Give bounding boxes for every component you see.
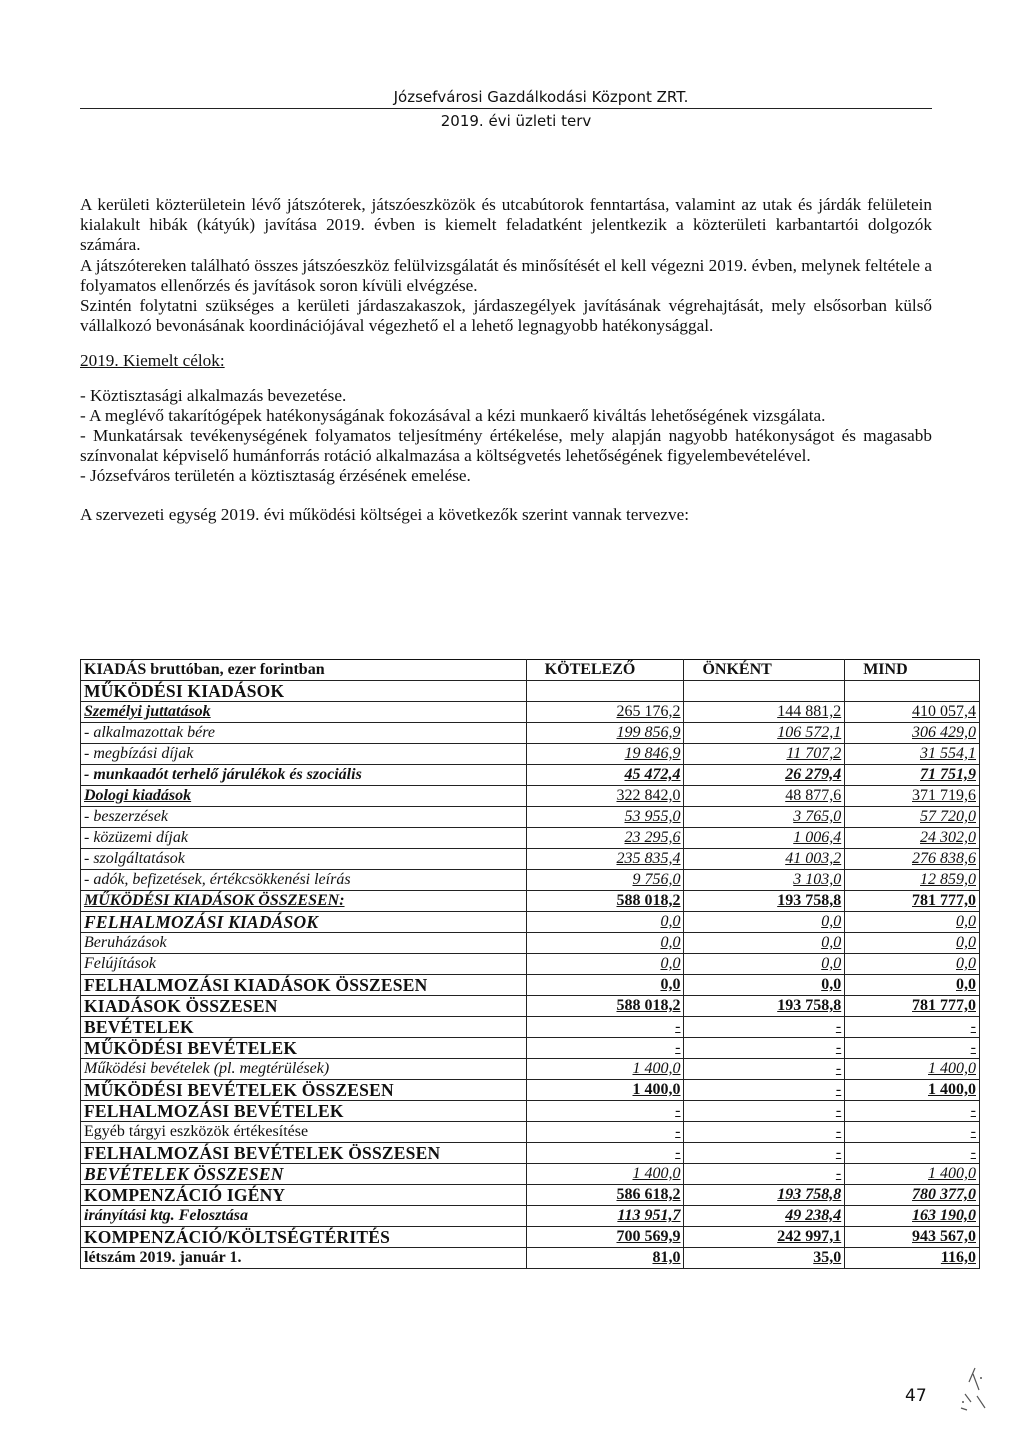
- cell-kotelezo: 45 472,4: [526, 765, 684, 786]
- cell-mind: 276 838,6: [845, 849, 980, 870]
- table-row: [81, 681, 980, 702]
- table-row: [81, 975, 980, 996]
- cell-onkent: 49 238,4: [684, 1206, 845, 1227]
- cell-mind: 71 751,9: [845, 765, 980, 786]
- cell-mind: 1 400,0: [845, 1059, 980, 1080]
- table-row: [81, 1038, 980, 1059]
- row-label: - közüzemi díjak: [81, 828, 527, 849]
- paragraph: A játszótereken található összes játszóeszköz felülvizsgálatát és minősítését el kell végezni 2019. évben, melynek feltétele a folyamatos ellenőrzés és javítások soron kívüli elvégzése.: [80, 255, 932, 295]
- plan-title: 2019. évi üzleti terv: [440, 112, 592, 130]
- cell-mind: 1 400,0: [845, 1080, 980, 1101]
- row-label: - alkalmazottak bére: [81, 723, 527, 744]
- row-label: BEVÉTELEK ÖSSZESEN: [81, 1164, 527, 1185]
- cell-mind: 0,0: [845, 912, 980, 933]
- cell-onkent: 144 881,2: [684, 702, 845, 723]
- cell-kotelezo: [526, 681, 684, 702]
- cell-mind: 24 302,0: [845, 828, 980, 849]
- row-label: Személyi juttatások: [81, 702, 527, 723]
- goals-heading: [80, 351, 932, 371]
- cell-kotelezo: 19 846,9: [526, 744, 684, 765]
- row-label: MŰKÖDÉSI KIADÁSOK ÖSSZESEN:: [81, 891, 527, 912]
- cell-mind: 163 190,0: [845, 1206, 980, 1227]
- row-label: BEVÉTELEK: [81, 1017, 527, 1038]
- table-row: [81, 849, 980, 870]
- cell-kotelezo: -: [526, 1122, 684, 1143]
- cell-kotelezo: 588 018,2: [526, 891, 684, 912]
- table-row: [81, 1080, 980, 1101]
- cell-kotelezo: 235 835,4: [526, 849, 684, 870]
- goal-item: - Köztisztasági alkalmazás bevezetése.: [80, 385, 347, 405]
- table-row: [81, 1017, 980, 1038]
- table-row: [81, 954, 980, 975]
- cell-onkent: [684, 681, 845, 702]
- table-row: [81, 1185, 980, 1206]
- row-label: - adók, befizetések, értékcsökkenési leírás: [81, 870, 527, 891]
- cell-mind: -: [845, 1038, 980, 1059]
- cell-onkent: 26 279,4: [684, 765, 845, 786]
- goal-item: - A meglévő takarítógépek hatékonyságának fokozásával a kézi munkaerő kiváltás lehetőségének vizsgálata.: [80, 405, 826, 425]
- table-row: [81, 702, 980, 723]
- cell-onkent: 0,0: [684, 954, 845, 975]
- cell-mind: 1 400,0: [845, 1164, 980, 1185]
- cell-kotelezo: 81,0: [526, 1248, 684, 1269]
- cell-onkent: 242 997,1: [684, 1227, 845, 1248]
- cell-kotelezo: 9 756,0: [526, 870, 684, 891]
- cell-mind: 943 567,0: [845, 1227, 980, 1248]
- cell-kotelezo: -: [526, 1143, 684, 1164]
- row-label: Egyéb tárgyi eszközök értékesítése: [81, 1122, 527, 1143]
- table-row: [81, 912, 980, 933]
- budget-table: [80, 659, 980, 1269]
- cell-kotelezo: 53 955,0: [526, 807, 684, 828]
- table-row: [81, 1101, 980, 1122]
- company-name: Józsefvárosi Gazdálkodási Központ ZRT.: [393, 88, 689, 106]
- table-row: [81, 744, 980, 765]
- row-label: MŰKÖDÉSI BEVÉTELEK ÖSSZESEN: [81, 1080, 527, 1101]
- cell-mind: -: [845, 1101, 980, 1122]
- cell-kotelezo: 1 400,0: [526, 1164, 684, 1185]
- cell-onkent: -: [684, 1038, 845, 1059]
- document-header: [80, 88, 932, 130]
- row-label: - megbízási díjak: [81, 744, 527, 765]
- cell-kotelezo: 586 618,2: [526, 1185, 684, 1206]
- cell-kotelezo: 588 018,2: [526, 996, 684, 1017]
- row-label: MŰKÖDÉSI KIADÁSOK: [81, 681, 527, 702]
- cell-mind: 781 777,0: [845, 996, 980, 1017]
- cell-mind: 780 377,0: [845, 1185, 980, 1206]
- paragraph: Szintén folytatni szükséges a kerületi járdaszakaszok, járdaszegélyek javításának végrehajtását, mely elsősorban külső vállalkozó bevonásának koordinációjával végezhető el a lehető legnagyobb hatékonysággal.: [80, 296, 932, 336]
- cell-onkent: -: [684, 1122, 845, 1143]
- row-label: Működési bevételek (pl. megtérülések): [81, 1059, 527, 1080]
- row-label: - beszerzések: [81, 807, 527, 828]
- cell-kotelezo: -: [526, 1038, 684, 1059]
- cell-onkent: -: [684, 1017, 845, 1038]
- cell-kotelezo: 0,0: [526, 912, 684, 933]
- row-label: FELHALMOZÁSI KIADÁSOK: [81, 912, 527, 933]
- goals-heading-text: 2019. Kiemelt célok:: [80, 351, 225, 371]
- row-label: Beruházások: [81, 933, 527, 954]
- row-label: KIADÁSOK ÖSSZESEN: [81, 996, 527, 1017]
- row-label: KOMPENZÁCIÓ/KÖLTSÉGTÉRITÉS: [81, 1227, 527, 1248]
- body-text: [80, 195, 932, 525]
- cell-onkent: 193 758,8: [684, 996, 845, 1017]
- table-row: [81, 1164, 980, 1185]
- cell-kotelezo: -: [526, 1017, 684, 1038]
- table-row: [81, 891, 980, 912]
- cell-kotelezo: 113 951,7: [526, 1206, 684, 1227]
- cell-onkent: 193 758,8: [684, 891, 845, 912]
- cell-onkent: 0,0: [684, 933, 845, 954]
- cell-onkent: -: [684, 1080, 845, 1101]
- header-rule: [80, 108, 932, 109]
- goal-item: - Józsefváros területén a köztisztaság érzésének emelése.: [80, 466, 471, 486]
- cell-mind: 0,0: [845, 975, 980, 996]
- cell-mind: 306 429,0: [845, 723, 980, 744]
- row-label: KOMPENZÁCIÓ IGÉNY: [81, 1185, 527, 1206]
- cell-mind: 57 720,0: [845, 807, 980, 828]
- cell-onkent: -: [684, 1101, 845, 1122]
- table-row: [81, 765, 980, 786]
- cell-mind: 371 719,6: [845, 786, 980, 807]
- cell-onkent: -: [684, 1143, 845, 1164]
- cell-mind: [845, 681, 980, 702]
- cell-onkent: 106 572,1: [684, 723, 845, 744]
- cell-kotelezo: 1 400,0: [526, 1059, 684, 1080]
- table-row: [81, 1206, 980, 1227]
- cell-mind: -: [845, 1017, 980, 1038]
- row-label: Dologi kiadások: [81, 786, 527, 807]
- cell-mind: 410 057,4: [845, 702, 980, 723]
- cell-mind: 781 777,0: [845, 891, 980, 912]
- table-row: [81, 1059, 980, 1080]
- cell-kotelezo: 0,0: [526, 954, 684, 975]
- cell-onkent: 11 707,2: [684, 744, 845, 765]
- row-label: FELHALMOZÁSI BEVÉTELEK: [81, 1101, 527, 1122]
- table-row: [81, 1248, 980, 1269]
- table-row: [81, 1143, 980, 1164]
- cell-kotelezo: 0,0: [526, 975, 684, 996]
- row-label: FELHALMOZÁSI KIADÁSOK ÖSSZESEN: [81, 975, 527, 996]
- cell-kotelezo: 199 856,9: [526, 723, 684, 744]
- table-header-row: [81, 660, 980, 681]
- cell-onkent: 48 877,6: [684, 786, 845, 807]
- cell-onkent: 0,0: [684, 975, 845, 996]
- cell-kotelezo: 322 842,0: [526, 786, 684, 807]
- cell-onkent: 41 003,2: [684, 849, 845, 870]
- goal-item: - Munkatársak tevékenységének folyamatos teljesítmény értékelése, mely alapján nagyobb hatékonyságot és magasabb színvonalat képviselő humánforrás rotáció alkalmazása a költségvetés lehetőségének figyelembevételével.: [80, 426, 932, 466]
- table-row: [81, 723, 980, 744]
- row-label: - munkaadót terhelő járulékok és szociális: [81, 765, 527, 786]
- cell-onkent: 3 103,0: [684, 870, 845, 891]
- table-row: [81, 828, 980, 849]
- table-row: [81, 786, 980, 807]
- cell-mind: 12 859,0: [845, 870, 980, 891]
- cell-mind: -: [845, 1143, 980, 1164]
- row-label: FELHALMOZÁSI BEVÉTELEK ÖSSZESEN: [81, 1143, 527, 1164]
- header-cell-mind: MIND: [845, 660, 980, 681]
- table-row: [81, 933, 980, 954]
- header-cell-kotelezo: KÖTELEZŐ: [526, 660, 684, 681]
- header-cell-onkent: ÖNKÉNT: [684, 660, 845, 681]
- cell-mind: 0,0: [845, 933, 980, 954]
- row-label: - szolgáltatások: [81, 849, 527, 870]
- table-row: [81, 1227, 980, 1248]
- cell-mind: 31 554,1: [845, 744, 980, 765]
- table-row: [81, 870, 980, 891]
- cell-onkent: 0,0: [684, 912, 845, 933]
- paragraph: A kerületi közterületein lévő játszóterek, játszóeszközök és utcabútorok fenntartása, valamint az utak és járdák felületein kialakult hibák (kátyúk) javítása 2019. évben is kiemelt feladatként jelentkezik a közterületi karbantartói dolgozók számára.: [80, 195, 932, 255]
- cell-kotelezo: 23 295,6: [526, 828, 684, 849]
- page-number: 47: [905, 1386, 927, 1406]
- cell-mind: -: [845, 1122, 980, 1143]
- cell-onkent: -: [684, 1059, 845, 1080]
- cell-mind: 116,0: [845, 1248, 980, 1269]
- cell-kotelezo: 700 569,9: [526, 1227, 684, 1248]
- cell-kotelezo: 0,0: [526, 933, 684, 954]
- cell-kotelezo: 265 176,2: [526, 702, 684, 723]
- goal-list: [80, 386, 932, 487]
- cell-onkent: -: [684, 1164, 845, 1185]
- signature-mark: [955, 1364, 995, 1419]
- cell-kotelezo: -: [526, 1101, 684, 1122]
- table-row: [81, 807, 980, 828]
- row-label: irányítási ktg. Felosztása: [81, 1206, 527, 1227]
- cell-onkent: 193 758,8: [684, 1185, 845, 1206]
- header-cell-label: KIADÁS bruttóban, ezer forintban: [81, 660, 527, 681]
- cell-onkent: 3 765,0: [684, 807, 845, 828]
- cell-onkent: 1 006,4: [684, 828, 845, 849]
- row-label: MŰKÖDÉSI BEVÉTELEK: [81, 1038, 527, 1059]
- table-row: [81, 996, 980, 1017]
- cell-onkent: 35,0: [684, 1248, 845, 1269]
- row-label: Felújítások: [81, 954, 527, 975]
- table-row: [81, 1122, 980, 1143]
- row-label: létszám 2019. január 1.: [81, 1248, 527, 1269]
- cell-mind: 0,0: [845, 954, 980, 975]
- cell-kotelezo: 1 400,0: [526, 1080, 684, 1101]
- table-intro: A szervezeti egység 2019. évi működési költségei a következők szerint vannak tervezve:: [80, 504, 689, 524]
